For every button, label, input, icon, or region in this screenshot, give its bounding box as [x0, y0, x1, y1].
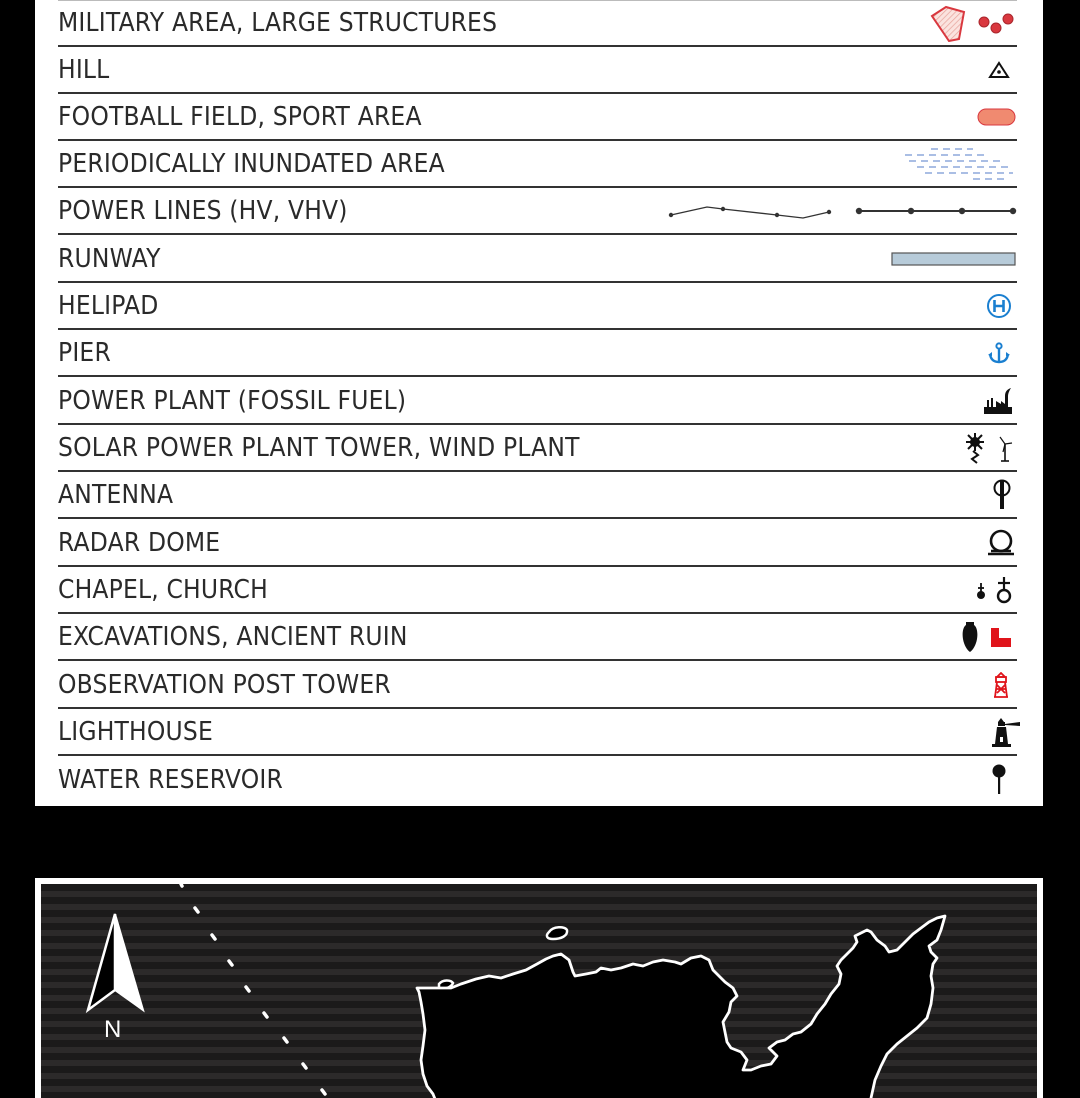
small-island: [547, 927, 567, 939]
chapel-icon: [975, 580, 987, 600]
legend-label: RUNWAY: [58, 244, 161, 274]
runway-bar-icon: [891, 251, 1017, 267]
legend-row-inundated-area: [58, 141, 1017, 188]
antenna-icon: [992, 479, 1012, 511]
legend-label: PERIODICALLY INUNDATED AREA: [58, 149, 445, 179]
legend-label: PIER: [58, 338, 111, 368]
legend-label: LIGHTHOUSE: [58, 717, 213, 747]
helipad-h-icon: [986, 293, 1012, 319]
legend-label: CHAPEL, CHURCH: [58, 575, 268, 605]
legend-row-power-lines: [58, 188, 1017, 235]
legend-label: ANTENNA: [58, 480, 174, 510]
north-label: N: [104, 1016, 122, 1043]
radar-dome-icon: [986, 529, 1016, 557]
power-line-hv-icon: [667, 201, 833, 221]
legend-label: SOLAR POWER PLANT TOWER, WIND PLANT: [58, 433, 580, 463]
legend-row-runway: [58, 236, 1017, 283]
lighthouse-icon: [990, 716, 1022, 748]
legend-label: POWER LINES (HV, VHV): [58, 196, 348, 226]
legend-label: OBSERVATION POST TOWER: [58, 670, 391, 700]
anchor-icon: [987, 341, 1011, 365]
map-frame: [35, 878, 1043, 1098]
legend-row-pier: [58, 330, 1017, 377]
church-icon: [995, 576, 1013, 604]
water-reservoir-pin-icon: [991, 764, 1007, 796]
legend-row-chapel-church: [58, 567, 1017, 614]
ancient-ruin-l-icon: [990, 626, 1012, 648]
map-overlay: [41, 884, 1037, 1098]
sport-area-rounded-rect-icon: [977, 107, 1017, 127]
legend-row-solar-wind: [58, 425, 1017, 472]
solar-tower-icon: [963, 432, 987, 464]
legend-row-water-reservoir: [58, 757, 1017, 804]
dotted-route-line: [181, 884, 325, 1094]
legend-label: EXCAVATIONS, ANCIENT RUIN: [58, 622, 408, 652]
legend-row-military-area: [58, 0, 1017, 47]
legend-label: HELIPAD: [58, 291, 159, 321]
amphora-icon: [962, 621, 978, 653]
factory-smoke-icon: [983, 387, 1013, 415]
legend-label: FOOTBALL FIELD, SPORT AREA: [58, 102, 422, 132]
legend-row-helipad: [58, 283, 1017, 330]
legend-row-antenna: [58, 472, 1017, 519]
legend-label: WATER RESERVOIR: [58, 765, 283, 795]
large-structures-dots-icon: [977, 8, 1017, 38]
legend-label: MILITARY AREA, LARGE STRUCTURES: [58, 8, 498, 38]
legend-label: RADAR DOME: [58, 528, 221, 558]
legend-row-observation-tower: [58, 662, 1017, 709]
wind-turbine-icon: [997, 434, 1013, 462]
legend-label: POWER PLANT (FOSSIL FUEL): [58, 386, 407, 416]
legend-row-radar-dome: [58, 520, 1017, 567]
map-canvas[interactable]: [41, 884, 1037, 1098]
legend-row-lighthouse: [58, 709, 1017, 756]
observation-tower-icon: [993, 672, 1009, 698]
coastline-landmass: [417, 916, 945, 1098]
legend-row-power-plant: [58, 378, 1017, 425]
power-line-vhv-icon: [855, 201, 1017, 221]
legend-label: HILL: [58, 55, 110, 85]
legend-row-excavations: [58, 614, 1017, 661]
legend-row-hill: [58, 47, 1017, 94]
legend-row-football-field: [58, 94, 1017, 141]
north-arrow-icon: [88, 914, 143, 1010]
inundated-area-dashes-icon: [901, 145, 1017, 183]
hill-triangle-dot-icon: [988, 61, 1010, 79]
military-area-hatched-polygon-icon: [929, 4, 969, 42]
